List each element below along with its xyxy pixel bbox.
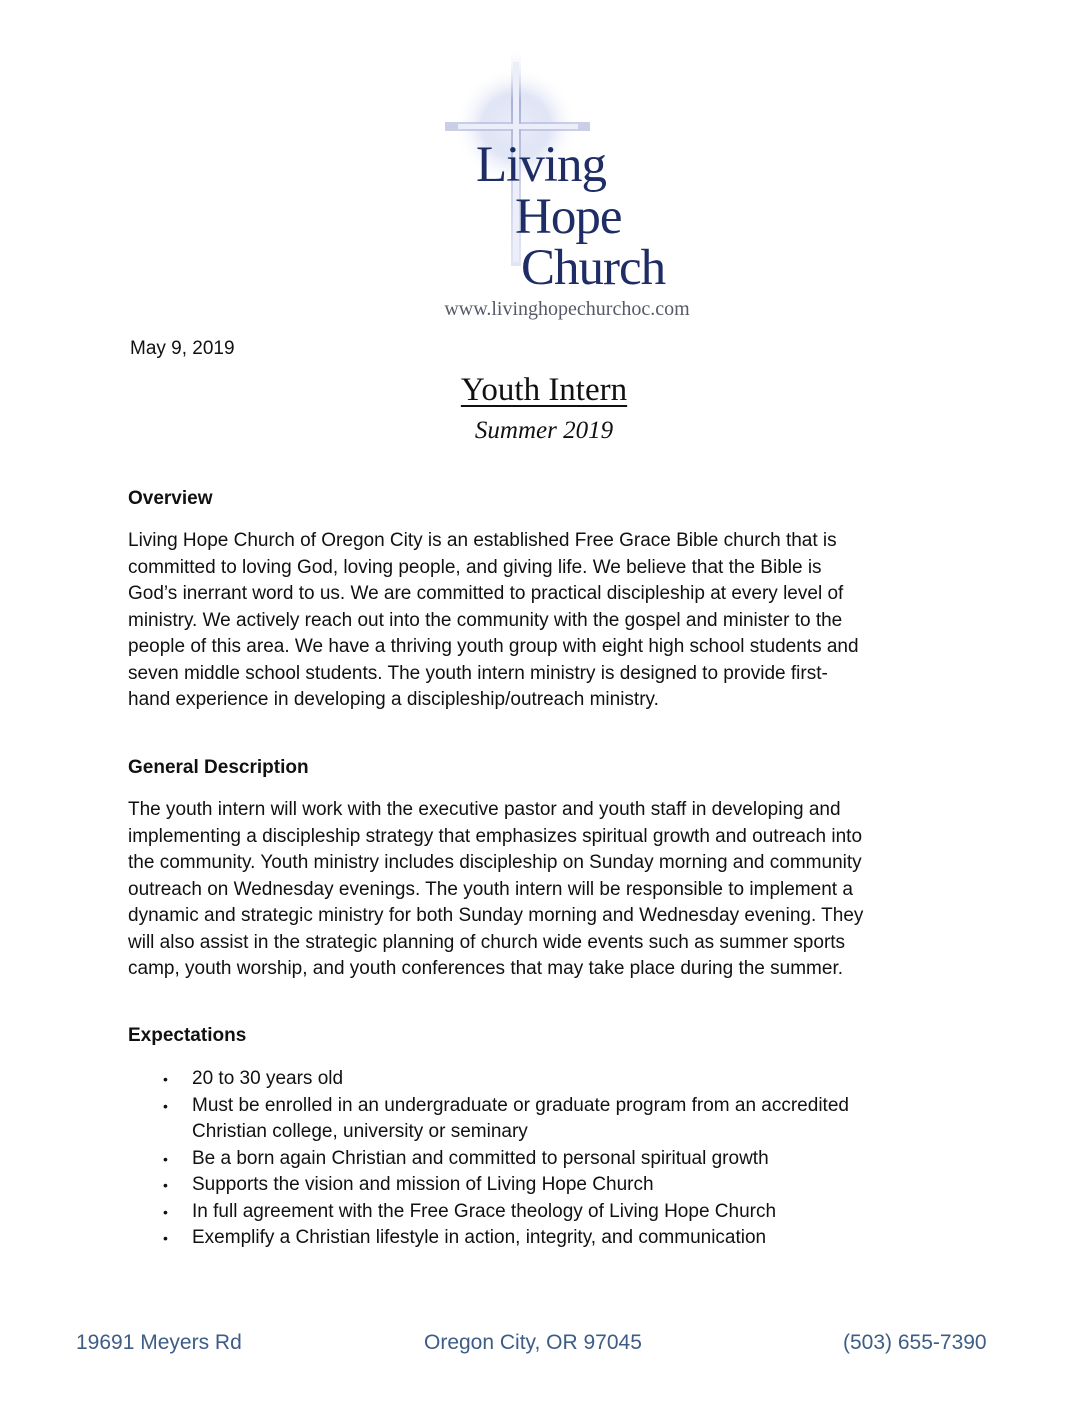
logo-word-hope: Hope	[515, 189, 622, 245]
general-line: dynamic and strategic ministry for both Sunday morning and Wednesday evening. They	[128, 905, 864, 926]
general-line: will also assist in the strategic planning of church wide events such as summer sports	[128, 931, 846, 953]
general-line: The youth intern will work with the executive pastor and youth staff in developing and	[128, 799, 841, 820]
bullet-icon: •	[163, 1177, 168, 1193]
overview-line: ministry. We actively reach out into the community with the gospel and minister to the	[128, 609, 843, 631]
list-item-text: Be a born again Christian and committed to personal spiritual growth	[192, 1147, 769, 1169]
list-item	[163, 1146, 943, 1173]
overview-line: Living Hope Church of Oregon City is an established Free Grace Bible church that is	[128, 530, 837, 551]
bullet-icon: •	[163, 1097, 168, 1114]
website-link[interactable]: www.livinghopechurchoc.com	[444, 298, 690, 320]
general-line: implementing a discipleship strategy that emphasizes spiritual growth and outreach into	[128, 825, 863, 847]
logo-word-living: Living	[476, 137, 606, 193]
bullet-icon: •	[163, 1203, 168, 1220]
overview-line: committed to loving God, loving people, and giving life. We believe that the Bible is	[128, 556, 822, 578]
general-description-paragraph	[128, 797, 968, 983]
list-item	[163, 1172, 943, 1199]
general-line: camp, youth worship, and youth conferences that may take place during the summer.	[128, 958, 843, 979]
footer-city: Oregon City, OR 97045	[424, 1331, 642, 1354]
list-item	[163, 1066, 943, 1093]
general-line: the community. Youth ministry includes discipleship on Sunday morning and community	[128, 852, 862, 873]
overview-heading: Overview	[128, 488, 213, 509]
list-item-text: Must be enrolled in an undergraduate or graduate program from an accredited	[192, 1094, 849, 1116]
expectations-heading: Expectations	[128, 1025, 247, 1046]
list-item	[163, 1199, 943, 1226]
overview-line: hand experience in developing a discipleship/outreach ministry.	[128, 689, 659, 710]
expectations-list	[163, 1066, 943, 1252]
list-item-text: Supports the vision and mission of Living Hope Church	[192, 1174, 654, 1195]
overview-paragraph	[128, 528, 968, 714]
bullet-icon: •	[163, 1230, 168, 1246]
overview-line: seven middle school students. The youth intern ministry is designed to provide first-	[128, 662, 828, 684]
bullet-icon: •	[163, 1150, 168, 1167]
church-logo	[440, 42, 690, 332]
page-subtitle: Summer 2019	[474, 417, 614, 444]
overview-line: God’s inerrant word to us. We are committed to practical discipleship at every level of	[128, 583, 844, 604]
bullet-icon: •	[163, 1071, 168, 1087]
footer-address: 19691 Meyers Rd	[76, 1331, 242, 1354]
letter-date: May 9, 2019	[130, 338, 235, 359]
general-description-heading: General Description	[128, 757, 309, 778]
list-item	[163, 1093, 943, 1146]
list-item	[163, 1225, 943, 1252]
footer-phone[interactable]: (503) 655-7390	[843, 1331, 987, 1354]
logo-word-church: Church	[521, 240, 666, 296]
general-line: outreach on Wednesday evenings. The youth intern will be responsible to implement a	[128, 878, 853, 900]
list-item-text: Exemplify a Christian lifestyle in action, integrity, and communication	[192, 1227, 767, 1248]
overview-line: people of this area. We have a thriving youth group with eight high school students and	[128, 636, 859, 657]
page-title: Youth Intern	[460, 372, 628, 408]
list-item-text: In full agreement with the Free Grace theology of Living Hope Church	[192, 1200, 777, 1222]
list-item-text: 20 to 30 years old	[192, 1068, 344, 1089]
list-item-text-continued: Christian college, university or seminary	[192, 1121, 528, 1142]
